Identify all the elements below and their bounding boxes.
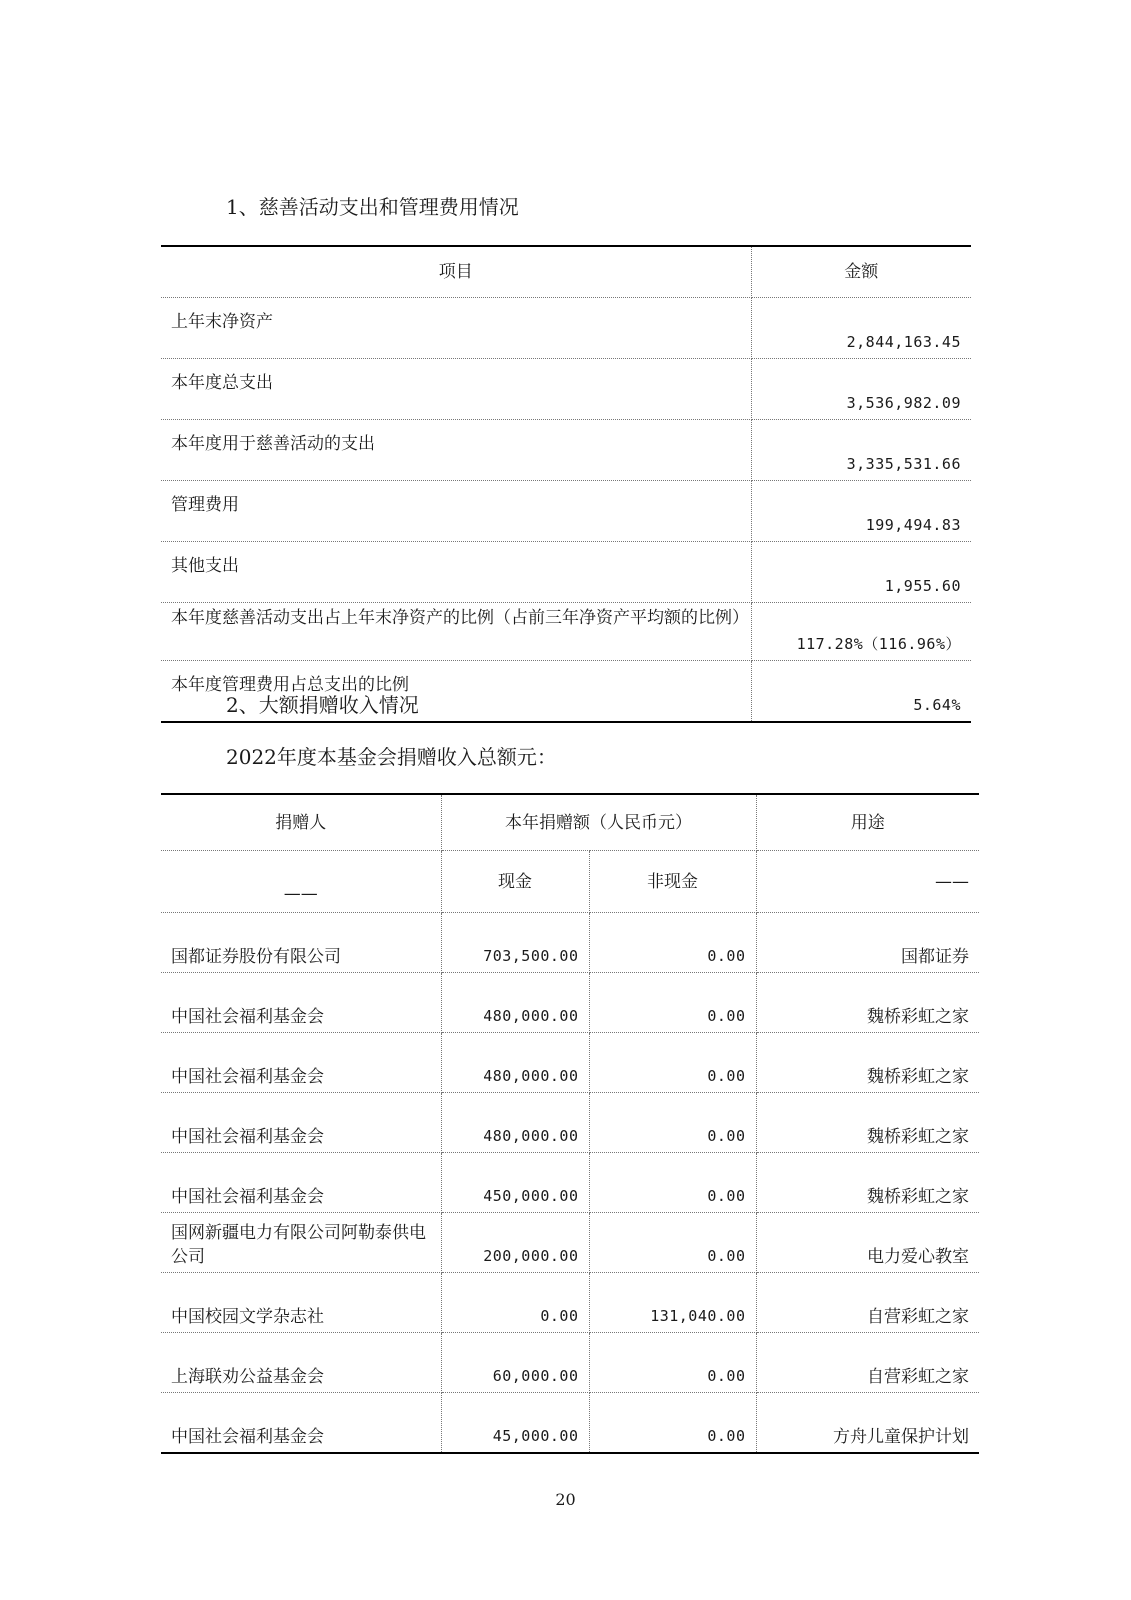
purpose-cell: 自营彩虹之家	[756, 1333, 979, 1393]
purpose-cell: 魏桥彩虹之家	[756, 973, 979, 1033]
row-label: 其他支出	[161, 542, 751, 603]
header-amount: 金额	[751, 246, 971, 298]
table-row	[161, 603, 971, 661]
header-donor: 捐赠人	[161, 794, 441, 851]
row-label: 管理费用	[161, 481, 751, 542]
expense-table	[161, 245, 971, 723]
noncash-cell: 0.00	[589, 913, 756, 973]
donor-cell: 中国社会福利基金会	[161, 973, 441, 1033]
cash-cell: 200,000.00	[441, 1213, 589, 1273]
cash-cell: 703,500.00	[441, 913, 589, 973]
row-value: 3,536,982.09	[751, 359, 971, 420]
cash-cell: 0.00	[441, 1273, 589, 1333]
cash-cell: 450,000.00	[441, 1153, 589, 1213]
donation-table-subheader	[161, 851, 979, 913]
purpose-cell: 电力爱心教室	[756, 1213, 979, 1273]
purpose-cell: 国都证券	[756, 913, 979, 973]
noncash-cell: 0.00	[589, 1093, 756, 1153]
table-row	[161, 420, 971, 481]
noncash-cell: 0.00	[589, 1033, 756, 1093]
purpose-cell: 魏桥彩虹之家	[756, 1033, 979, 1093]
table-row	[161, 1213, 979, 1273]
row-label: 本年度慈善活动支出占上年末净资产的比例（占前三年净资产平均额的比例）	[161, 603, 751, 661]
cash-cell: 60,000.00	[441, 1333, 589, 1393]
header-purpose: 用途	[756, 794, 979, 851]
donor-cell: 中国社会福利基金会	[161, 1393, 441, 1454]
section2-title: 2、大额捐赠收入情况	[226, 693, 419, 717]
table-row	[161, 1393, 979, 1454]
dash-right: ——	[935, 871, 969, 892]
table-row	[161, 481, 971, 542]
donation-table-header	[161, 794, 979, 851]
row-label: 本年度管理费用占总支出的比例	[161, 661, 751, 723]
noncash-cell: 0.00	[589, 973, 756, 1033]
header-cash: 现金	[441, 851, 589, 913]
section1-title: 1、慈善活动支出和管理费用情况	[226, 195, 519, 219]
table-row	[161, 913, 979, 973]
page-number: 20	[555, 1490, 576, 1509]
table-row	[161, 1333, 979, 1393]
donor-cell: 上海联劝公益基金会	[161, 1333, 441, 1393]
cash-cell: 480,000.00	[441, 1033, 589, 1093]
row-value: 117.28%（116.96%）	[751, 603, 971, 661]
donor-cell: 中国社会福利基金会	[161, 1033, 441, 1093]
noncash-cell: 131,040.00	[589, 1273, 756, 1333]
purpose-cell: 自营彩虹之家	[756, 1273, 979, 1333]
table-row	[161, 298, 971, 359]
cash-cell: 45,000.00	[441, 1393, 589, 1454]
noncash-cell: 0.00	[589, 1213, 756, 1273]
table-row	[161, 1153, 979, 1213]
donor-cell: 国网新疆电力有限公司阿勒泰供电公司	[161, 1213, 441, 1273]
row-value: 1,955.60	[751, 542, 971, 603]
noncash-cell: 0.00	[589, 1153, 756, 1213]
purpose-cell: 魏桥彩虹之家	[756, 1093, 979, 1153]
section2-subtitle: 2022年度本基金会捐赠收入总额元：	[226, 745, 557, 769]
table-row	[161, 542, 971, 603]
row-label: 本年度用于慈善活动的支出	[161, 420, 751, 481]
row-label: 本年度总支出	[161, 359, 751, 420]
cash-cell: 480,000.00	[441, 973, 589, 1033]
table-row	[161, 1273, 979, 1333]
cash-cell: 480,000.00	[441, 1093, 589, 1153]
header-item: 项目	[161, 246, 751, 298]
donor-cell: 中国社会福利基金会	[161, 1153, 441, 1213]
header-noncash: 非现金	[589, 851, 756, 913]
noncash-cell: 0.00	[589, 1333, 756, 1393]
noncash-cell: 0.00	[589, 1393, 756, 1454]
dash-left: ——	[283, 884, 318, 904]
row-value: 2,844,163.45	[751, 298, 971, 359]
header-amount: 本年捐赠额（人民币元）	[441, 794, 756, 851]
row-value: 5.64%	[913, 696, 961, 714]
row-label: 上年末净资产	[161, 298, 751, 359]
row-value: 199,494.83	[751, 481, 971, 542]
table-row	[161, 359, 971, 420]
row-value: 3,335,531.66	[751, 420, 971, 481]
donor-cell: 中国校园文学杂志社	[161, 1273, 441, 1333]
purpose-cell: 魏桥彩虹之家	[756, 1153, 979, 1213]
table-row	[161, 973, 979, 1033]
donor-cell: 中国社会福利基金会	[161, 1093, 441, 1153]
purpose-cell: 方舟儿童保护计划	[833, 1427, 969, 1447]
donation-table	[161, 793, 979, 1454]
expense-table-header	[161, 246, 971, 298]
table-row	[161, 1093, 979, 1153]
donor-cell: 国都证券股份有限公司	[161, 913, 441, 973]
table-row	[161, 1033, 979, 1093]
